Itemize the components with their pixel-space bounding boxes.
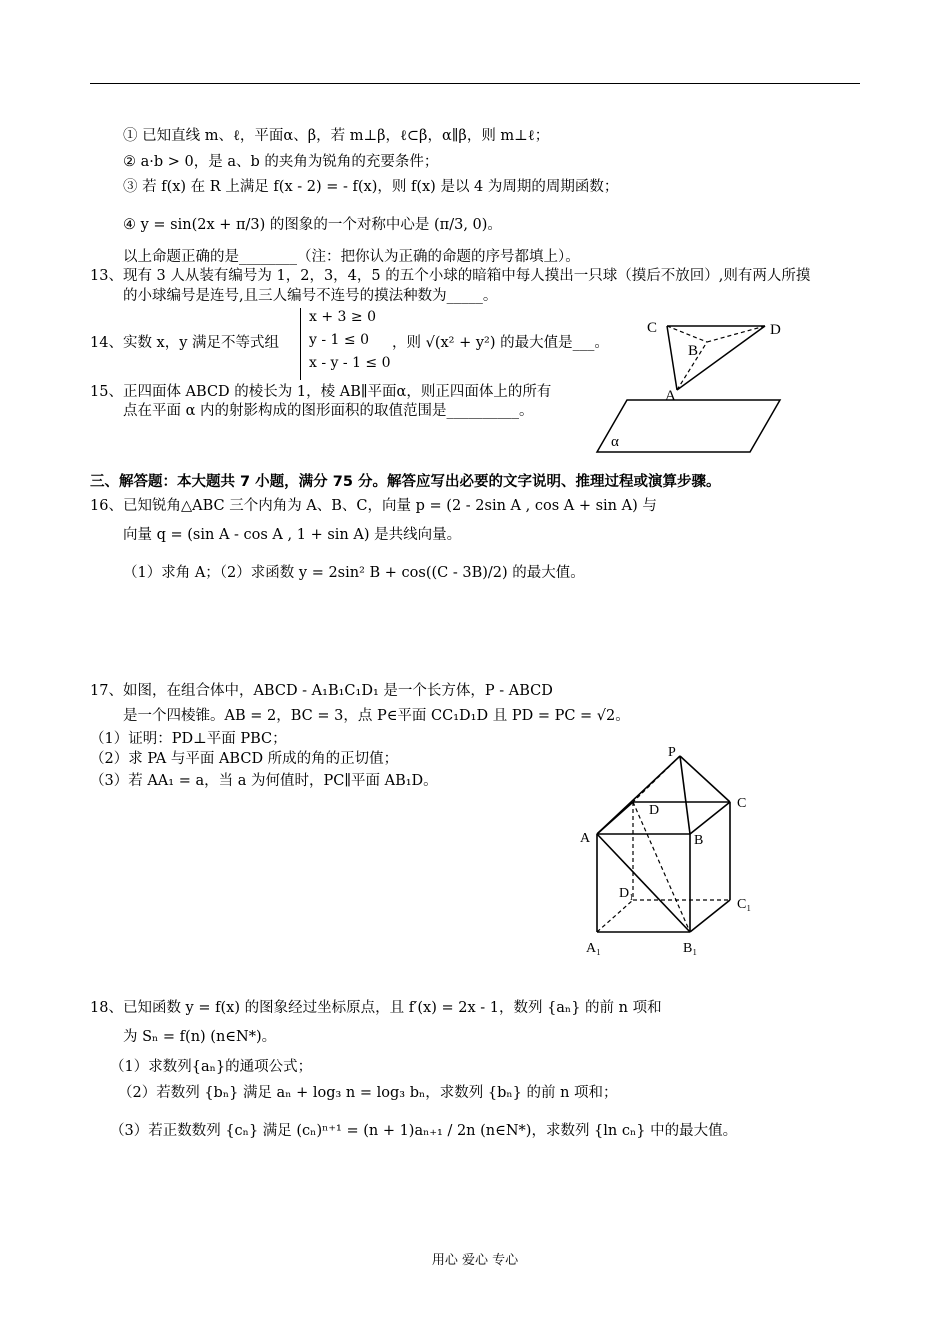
label-A: A [580,831,591,846]
q14-ineq-3: x - y - 1 ≤ 0 [309,355,391,371]
edge-CB [667,326,707,342]
prop-2: ② a·b > 0，是 a、b 的夹角为锐角的充要条件； [123,154,439,170]
q14-ineq-1: x + 3 ≥ 0 [309,309,376,325]
q14-brace [300,308,307,380]
page-footer: 用心 爱心 专心 [431,1253,519,1268]
composite-solid-figure [575,740,775,960]
edge-B1C1 [690,900,730,932]
q18-part2: （2）若数列 {bₙ} 满足 aₙ + log₃ n = log₃ bₙ，求数列 {bₙ} 的前 n 项和； [118,1085,618,1101]
label-C: C [647,320,658,336]
edge-PC [680,756,730,802]
q15-line1: 15、正四面体 ABCD 的棱长为 1，棱 AB∥平面α，则正四面体上的所有 [90,384,552,400]
label-C: C [737,796,747,811]
diag-DB1 [633,802,690,932]
section-3-heading: 三、解答题：本大题共 7 小题，满分 75 分。解答应写出必要的文字说明、推理过程或演算步骤。 [90,474,721,490]
q18-part3: （3）若正数数列 {cₙ} 满足 (cₙ)ⁿ⁺¹ = (n + 1)aₙ₊₁ / 2n (n∈N*)，求数列 {ln cₙ} 中的最大值。 [110,1123,738,1139]
q15-line2: 点在平面 α 内的射影构成的图形面积的取值范围是__________。 [123,403,534,419]
q17-part2: （2）求 PA 与平面 ABCD 所成的角的正切值； [90,751,399,767]
edge-CA [667,326,677,390]
q16-line3: （1）求角 A；（2）求函数 y = 2sin² B + cos((C - 3B)/2) 的最大值。 [123,565,585,581]
header-rule [90,83,860,84]
edge-A1D1 [597,900,633,932]
prop-3: ③ 若 f(x) 在 R 上满足 f(x - 2) = - f(x)，则 f(x) 是以 4 为周期的周期函数； [123,179,619,195]
prop-1: ① 已知直线 m、ℓ，平面α、β，若 m⊥β，ℓ⊂β，α∥β，则 m⊥ℓ； [123,128,550,144]
q16-line1: 16、已知锐角△ABC 三个内角为 A、B、C，向量 p = (2 - 2sin A , cos A + sin A) 与 [90,498,657,514]
q14-prefix: 14、实数 x，y 满足不等式组 [90,335,280,351]
q13-line1: 13、现有 3 人从装有编号为 1，2，3，4，5 的五个小球的暗箱中每人摸出一只球（摸后不放回）,则有两人所摸 [90,268,811,284]
q17-line1: 17、如图，在组合体中，ABCD - A₁B₁C₁D₁ 是一个长方体，P - ABCD [90,683,553,699]
edge-CB [690,802,730,834]
prop-conclusion: 以上命题正确的是________（注：把你认为正确的命题的序号都填上）。 [123,249,580,265]
q14-ineq-2: y - 1 ≤ 0 [309,332,369,348]
edge-DB [707,326,765,342]
q17-part1: （1）证明：PD⊥平面 PBC； [90,731,287,747]
q13-line2: 的小球编号是连号,且三人编号不连号的摸法种数为_____。 [123,288,498,304]
plane-alpha [597,400,780,452]
q18-line2: 为 Sₙ = f(n) (n∈N*)。 [123,1029,277,1045]
q14-suffix: ，则 √(x² + y²) 的最大值是___。 [392,335,609,351]
q17-line2: 是一个四棱锥。AB = 2，BC = 3，点 P∈平面 CC₁D₁D 且 PD = PC = √2。 [123,708,630,724]
label-P: P [668,745,676,760]
q17-part3: （3）若 AA₁ = a，当 a 为何值时，PC∥平面 AB₁D。 [90,773,438,789]
edge-PB [680,756,690,834]
label-B1: B₁ [683,941,698,956]
label-D1: D₁ [619,886,634,901]
q18-line1: 18、已知函数 y = f(x) 的图象经过坐标原点，且 f′(x) = 2x - 1，数列 {aₙ} 的前 n 项和 [90,1000,662,1016]
label-A: A [665,388,676,404]
label-B: B [694,833,704,848]
label-C1: C₁ [737,897,752,912]
label-D: D [770,322,781,338]
label-B: B [688,343,699,359]
diag-AB1 [597,834,690,932]
q14-system [309,306,391,375]
label-alpha: α [611,434,619,450]
q16-line2: 向量 q = (sin A - cos A , 1 + sin A) 是共线向量。 [123,527,462,543]
label-D: D [649,803,660,818]
q18-part1: （1）求数列{aₙ}的通项公式； [110,1059,313,1075]
tetrahedron-figure [595,310,795,460]
label-A1: A₁ [586,941,601,956]
prop-4: ④ y = sin(2x + π/3) 的图象的一个对称中心是 (π/3, 0)。 [123,217,502,233]
